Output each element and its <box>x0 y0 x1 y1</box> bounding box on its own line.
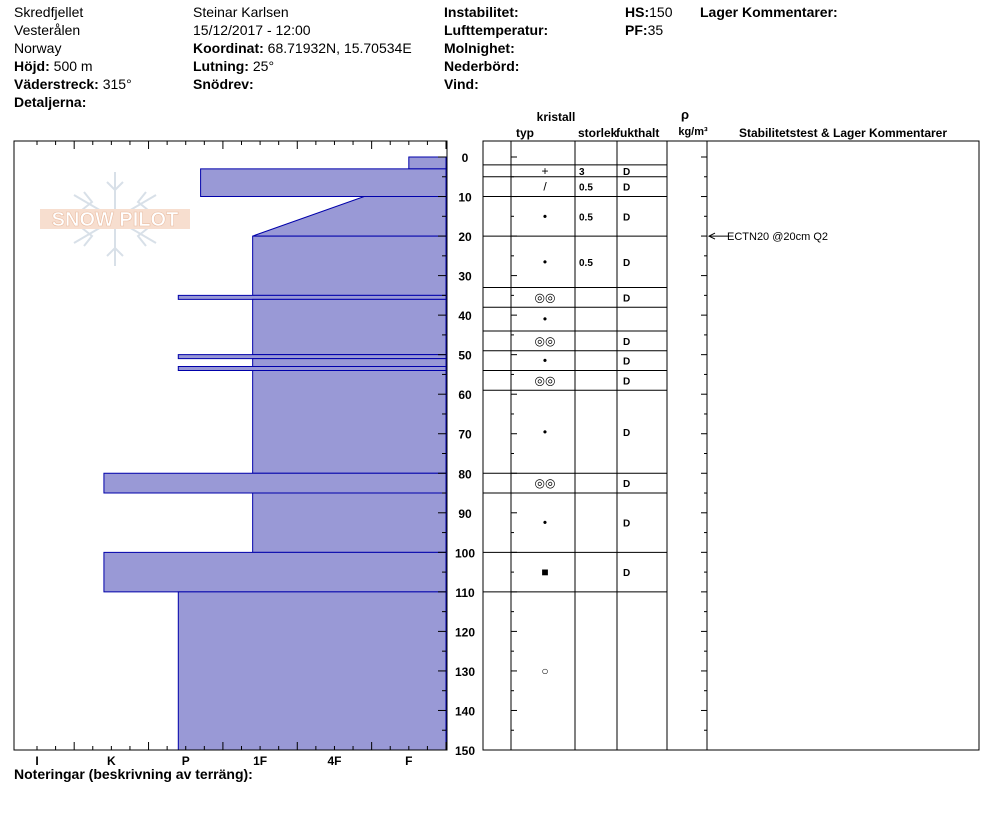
depth-label: 30 <box>458 269 472 284</box>
hardness-bar <box>178 367 446 371</box>
aspect-label: Väderstreck: <box>14 76 99 92</box>
grain-type-symbol: ◎◎ <box>534 290 556 305</box>
region-name: Vesterålen <box>14 22 81 38</box>
moisture-value: D <box>623 257 631 269</box>
watermark-text: SNOW PILOT <box>51 209 179 231</box>
hardness-bar <box>201 169 446 197</box>
grain-type-symbol: ○ <box>541 663 549 678</box>
pf-label: PF: <box>625 22 648 38</box>
hardness-bar <box>409 157 446 169</box>
grain-type-symbol: ◎◎ <box>534 476 556 491</box>
hs-label: HS: <box>625 4 650 20</box>
hardness-bar <box>253 236 446 295</box>
depth-label: 40 <box>458 309 472 324</box>
hardness-bar <box>104 552 446 592</box>
moisture-value: D <box>623 293 631 305</box>
notes-label: Noteringar (beskrivning av terräng): <box>14 766 253 782</box>
moisture-value: D <box>623 356 631 368</box>
drift-label: Snödrev: <box>193 76 254 92</box>
depth-label: 90 <box>458 506 472 521</box>
kristall-header: kristall <box>536 110 576 124</box>
layer-comments-title: Lager Kommentarer: <box>700 4 838 20</box>
typ-header: typ <box>516 126 534 140</box>
grain-type-symbol: • <box>542 209 548 224</box>
layer-table-content <box>535 164 631 678</box>
observation-datetime: 15/12/2017 - 12:00 <box>193 22 311 38</box>
density-unit-header: kg/m³ <box>678 126 708 138</box>
stability-test-label: ECTN20 @20cm Q2 <box>727 231 829 244</box>
grain-size-value: 0.5 <box>579 212 593 224</box>
depth-label: 140 <box>454 704 476 719</box>
stability-tests <box>709 231 828 243</box>
depth-label: 120 <box>454 625 476 640</box>
depth-label: 150 <box>454 744 476 758</box>
hardness-bar <box>253 299 446 354</box>
moisture-value: D <box>623 212 631 224</box>
hs-value: 150 <box>649 4 673 20</box>
hardness-tick-label: 4F <box>327 754 342 768</box>
depth-label: 50 <box>458 348 472 363</box>
depth-label: 110 <box>455 585 475 600</box>
depth-label: 20 <box>458 230 472 245</box>
wind-label: Vind: <box>444 76 479 92</box>
fukthalt-header: fukthalt <box>616 126 660 140</box>
location-name: Skredfjellet <box>14 4 84 20</box>
grain-size-value: 0.5 <box>579 182 593 194</box>
depth-label: 10 <box>458 190 472 205</box>
depth-label: 0 <box>461 151 469 165</box>
depth-axis-labels <box>455 151 475 758</box>
moisture-value: D <box>623 568 631 580</box>
grain-type-symbol: ■ <box>541 565 549 580</box>
hardness-tick-label: F <box>405 754 413 768</box>
moisture-value: D <box>623 376 631 388</box>
depth-label: 80 <box>458 467 472 482</box>
coordinate-value: 68.71932N, 15.70534E <box>267 40 412 56</box>
hardness-profile <box>104 157 446 750</box>
moisture-value: D <box>623 518 631 530</box>
depth-label: 130 <box>454 664 476 679</box>
grain-size-value: 3 <box>579 166 585 178</box>
grain-size-value: 0.5 <box>579 257 593 269</box>
layer-connectors <box>483 165 511 592</box>
grain-type-symbol: • <box>542 515 548 530</box>
hardness-bar <box>104 473 446 493</box>
stability-header: Stabilitetstest & Lager Kommentarer <box>738 126 948 140</box>
depth-label: 70 <box>458 427 472 442</box>
elevation-label: Höjd: <box>14 58 50 74</box>
snowpilot-watermark <box>40 172 190 266</box>
hardness-bar <box>253 359 446 367</box>
moisture-value: D <box>623 182 631 194</box>
moisture-value: D <box>623 427 631 439</box>
observer-name: Steinar Karlsen <box>193 4 289 20</box>
hardness-tick-label: I <box>35 754 39 768</box>
hardness-bar <box>178 295 446 299</box>
instability-label: Instabilitet: <box>444 4 519 20</box>
grain-type-symbol: • <box>542 424 548 439</box>
airtemp-label: Lufttemperatur: <box>444 22 549 38</box>
moisture-value: D <box>623 479 631 491</box>
hardness-bar <box>253 493 446 552</box>
depth-label: 100 <box>454 546 476 561</box>
details-label: Detaljerna: <box>14 94 87 110</box>
moisture-value: D <box>623 166 631 178</box>
slope-value: 25° <box>252 58 275 74</box>
coordinate-label: Koordinat: <box>193 40 264 56</box>
rho-header: ρ <box>680 107 690 122</box>
hardness-bar <box>178 355 446 359</box>
moisture-value: D <box>623 336 631 348</box>
cloud-label: Molnighet: <box>444 40 515 56</box>
depth-label: 60 <box>458 388 472 403</box>
hardness-bar <box>253 370 446 473</box>
hardness-tick-label: K <box>107 754 116 768</box>
elevation-value: 500 m <box>53 58 93 74</box>
hardness-tick-label: P <box>181 754 190 768</box>
grain-type-symbol: / <box>543 179 547 194</box>
aspect-value: 315° <box>102 76 132 92</box>
hardness-bar <box>253 197 446 237</box>
slope-label: Lutning: <box>193 58 249 74</box>
hardness-tick-label: 1F <box>253 754 268 768</box>
grain-type-symbol: • <box>542 312 548 327</box>
grain-type-symbol: ◎◎ <box>534 333 556 348</box>
grain-type-symbol: • <box>542 353 548 368</box>
precip-label: Nederbörd: <box>444 58 520 74</box>
grain-type-symbol: ◎◎ <box>534 373 556 388</box>
hardness-bar <box>178 592 446 750</box>
country-name: Norway <box>14 40 62 56</box>
storlek-header: storlek <box>578 126 618 140</box>
grain-type-symbol: • <box>542 254 548 269</box>
pf-value: 35 <box>647 22 664 38</box>
grain-type-symbol: + <box>541 163 549 178</box>
